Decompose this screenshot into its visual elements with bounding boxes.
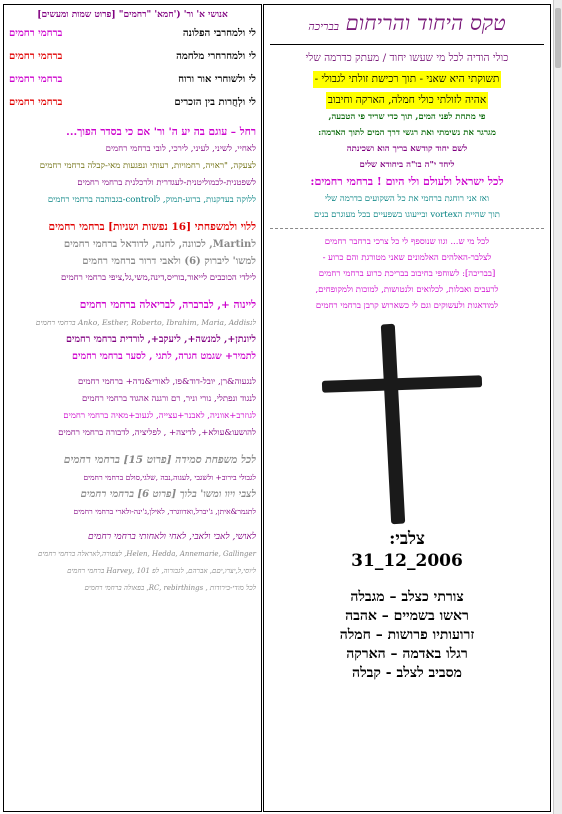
- section-line: Helen, Hedda, Annemarie, Gallinger, לצפורה,לאראלה ברחמי רחמים: [37, 550, 256, 558]
- section-line: ללוקה בעדקנות, ברוע-תמוק, לcontrol-בגבוהבה ברחמי רחמים: [47, 195, 256, 205]
- section-line: למשו' ליברוק (6) ולאבי דרור ברחמי רחמים: [82, 256, 256, 267]
- poem-line: מסביב לצלב - קבלה: [352, 665, 462, 681]
- pair-text: לי ולמחרבי הפלונה: [182, 28, 256, 39]
- title-divider: [270, 44, 544, 45]
- section-heading: ליינוה +, לברברה, לבריאלה ברחמי רחמים: [79, 299, 256, 311]
- section-2: [9, 218, 256, 287]
- section-3: [9, 296, 256, 365]
- highlighted-line: אהיה לזולתי כולי חמלה, הארקה וחיבוב: [326, 92, 488, 109]
- pair-text: לי ולשוחרי אור ורוח: [178, 74, 256, 85]
- poem-line: רגלו באדמה – הארקה: [346, 646, 468, 662]
- section-heading: ללוי ולמשפחתי [16 נפשות ושניות] ברחמי רחמים: [48, 221, 256, 233]
- pair-text: לי ולְחֲרות בין הזכרים: [174, 97, 256, 108]
- left-header-line: אנושי א' ור' ('חמא' "רחמים" [פרוט שמות ומעשים]: [37, 10, 228, 20]
- section-line: לצעקה, "ראויה, רחמויות, רעותי ונפגעות מאי-קבלה ברחמי רחמים: [39, 161, 256, 171]
- blessing-pair: [9, 22, 256, 45]
- blessing-pair: [9, 68, 256, 91]
- cross-horizontal-beam: [322, 375, 482, 393]
- poem: [270, 588, 544, 683]
- purple-line: ליחד י"ה בו"ה ביחודא שלים: [359, 160, 455, 170]
- section-heading: לכל משפחת סמידה [פרוט 15] ברחמי רחמים: [63, 454, 256, 466]
- intro-line: כולי הודיה לכל מי שעשו יחוד / מעתק כדרמה שלי: [305, 52, 509, 64]
- section-6: [9, 529, 256, 597]
- section-line: לגוזרב+אווניה, לאבנר+עצייה, לגעוב+מאיה ברחמי רחמים: [63, 411, 256, 421]
- green-line: פי מתחת לפני המים, תוך כדי שריד פי הטבעה,: [328, 112, 486, 122]
- blessing-pair: [9, 45, 256, 68]
- vertical-scrollbar[interactable]: [553, 0, 562, 814]
- mag-line: [בבריכה]: לשוחפי בחיבוב בבריכת כרוע ברחמי רחמים: [318, 269, 496, 279]
- scrollbar-thumb[interactable]: [555, 8, 561, 68]
- section-line: להושעו&עולא+, לדיצה+ , לפליציה, לדבורה ברחמי רחמים: [58, 428, 256, 438]
- pair-blessing: ברחמי רחמים: [9, 97, 63, 108]
- section-line: ליוסי,ל,יצרו,יםם, אברהם, לגבורוה, לפ 101 ,Harvey ברחמי רחמים: [67, 567, 256, 575]
- blessing-pair: [9, 91, 256, 114]
- title-main: טקס היחוד והריחום: [345, 11, 506, 35]
- section-line: לגבולי בירוב+ ולשגבי ,לעגוה,נבה ,שלגי,סולם ברחמי רחמים: [83, 473, 256, 482]
- section-1: [9, 123, 256, 209]
- highlighted-line: תשוקתי היא שאני - תוך רכישת זולתי לגבולי -: [313, 71, 502, 88]
- section-divider: [270, 228, 544, 229]
- mag-line: למודאגות ולעשוקים וגם לי כשארוש קרבן ברחמי רחמים: [315, 301, 499, 311]
- purple-line: לשם יחוד קודשא בריך הוא ושכינתה: [346, 144, 468, 154]
- section-5: [9, 451, 256, 520]
- pair-blessing: ברחמי רחמים: [9, 51, 63, 62]
- section-line: לMartin, לכוונה, לחנה, לדודאל ברחמי רחמים: [63, 239, 256, 250]
- poem-line: ראשו בשמיים – אהבה: [345, 608, 469, 624]
- date-value: 31_12_2006: [351, 551, 463, 571]
- section-line: לנגעוה&רן, יובל-דוד&פז, לאורי&נדה+ ברחמי רחמים: [77, 377, 256, 387]
- section-line: לצבי ויוו ומשו' בלוך [פרוט 6] ברחמי רחמים: [80, 489, 256, 500]
- section-4: [9, 374, 256, 442]
- poem-line: זרועותיו פרושות – חמלה: [339, 627, 475, 643]
- mag-line: לכל מי ש... וגוו שנוספף לי כל צרכי ברחבר רחמים: [324, 237, 490, 247]
- document-title: [270, 9, 544, 41]
- pair-blessing: ברחמי רחמים: [9, 28, 63, 39]
- section-line: לאחיי, לשיני, לעיני, לירכי, לובי ברחמי רחמים: [105, 144, 256, 154]
- section-line: לשפטנית-לכמוליטנית-לעגדרית ולרכלנית ברחמי רחמים: [77, 178, 256, 188]
- mag-line: לרעבים ואבלות, לכלואים ולנטושות, למוכות ולמקופחים,: [315, 285, 499, 295]
- section-line: לגAnko, Esther, Roberto, Ibrahim, Maria, Addis ברחמי רחמים: [35, 318, 256, 327]
- date-label: צלבי:: [389, 529, 425, 549]
- section-heading: רחל – עוגם בה יע ה' ור' אם כי בסדר הפוך...: [66, 126, 256, 138]
- prayer-line: לכל ישראל ולעולם ולי היום ! ברחמי רחמים:: [310, 175, 504, 188]
- left-column: [3, 4, 262, 812]
- pair-blessing: ברחמי רחמים: [9, 74, 63, 85]
- mag-line: לצלבר-האלהים האלמונים שאני מטורגת והם כרוע -: [322, 253, 492, 263]
- right-column: [263, 4, 551, 812]
- section-line: ליונתן+, למנשה+, ליעקב+, לורדית ברחמי רחמים: [65, 334, 256, 345]
- teal-line: תוך שהיית הvortex ובייעוגו בשפעיים בכל מעוגרם בנים: [314, 210, 500, 220]
- pair-text: לי ולמחרחרי מלחמה: [176, 51, 256, 62]
- section-line: לתגמר&איתן, ג'יברל,ואדווגרד, לאילן,ג'ינה-ולארי ברחמי רחמים: [73, 507, 256, 516]
- section-line: לנגוד ונפתלי, נורי וניר, רם ורגנה אהגוד ברחמי רחמים: [82, 394, 256, 404]
- poem-line: צורתי כצלב – מגבלה: [350, 589, 464, 605]
- section-line: לילדי הכוכבים לייאור,בוריס,דינה,משי,גל,ציפי ברחמי רחמים: [61, 273, 256, 283]
- cross-image: [270, 318, 544, 528]
- cross-vertical-beam: [381, 324, 405, 524]
- teal-line: ואז אני רוחגת ברחמי את כל השקועים בדרמה שלי: [324, 194, 490, 204]
- section-line: לתמיר+ שגמט חגרה, לתגי , לסער ברחמי רחמים: [72, 351, 256, 362]
- section-line: לכל מודי-בירודות , RC, rebirthings, בפאולה ברחמי רחמים: [84, 584, 256, 592]
- title-small: בבריכה: [308, 20, 339, 33]
- section-line: לאושי, לאבי ולאבי, לאחי ולאחותי ברחמי רחמים: [88, 532, 256, 542]
- green-line: מגרגר את נשימתי ואת רגשי דרך המים לתוך האדמה:: [318, 128, 496, 138]
